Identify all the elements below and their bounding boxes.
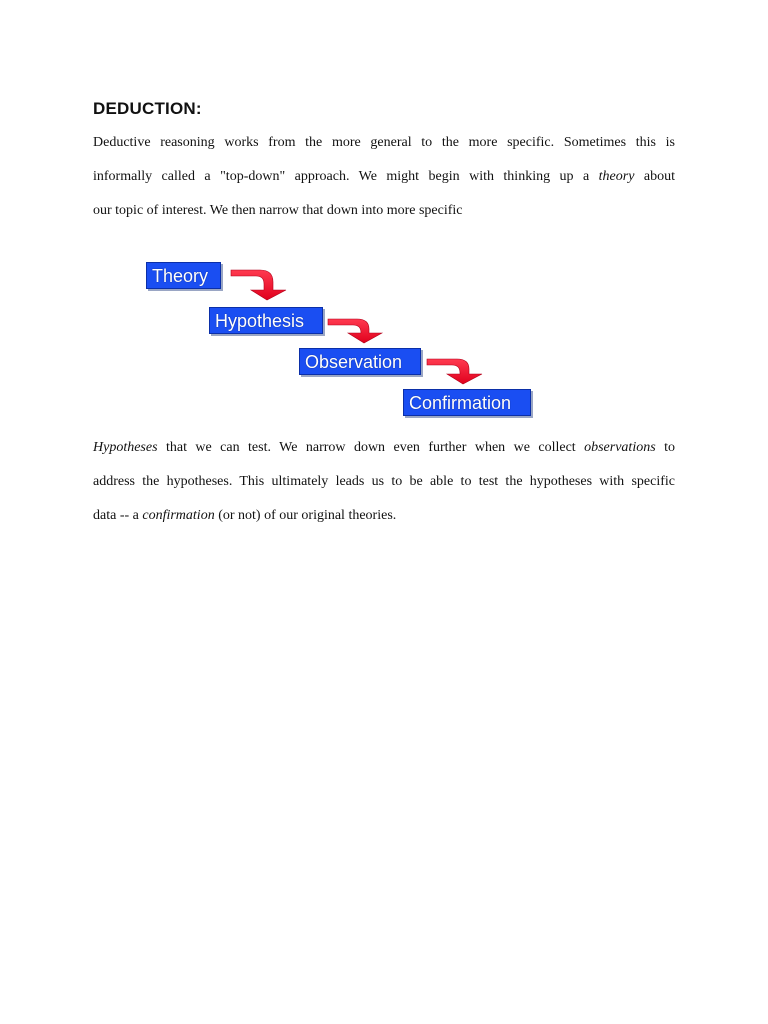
term-theory: theory [598,169,635,184]
conclusion-line-2: address the hypotheses. This ultimately leads us to be able to test the hypotheses with specific [93,474,675,489]
conclusion-paragraph [93,431,675,533]
intro-line-2-text-a: informally called a "top-down" approach. We might begin with thinking up a [93,169,599,184]
conclusion-line-1 [93,431,675,465]
conclusion-line-3-text-a: data -- a [93,508,143,523]
intro-paragraph [93,126,675,228]
arrow-observation-to-confirmation [427,359,482,384]
box-theory: Theory [146,262,221,289]
box-observation: Observation [299,348,421,375]
conclusion-line-3-text-b: (or not) of our original theories. [214,508,397,523]
arrow-theory-to-hypothesis [231,270,286,300]
arrow-hypothesis-to-observation [328,319,382,343]
intro-line-1: Deductive reasoning works from the more general to the more specific. Sometimes this is [93,135,675,150]
conclusion-line-3 [93,499,675,533]
box-confirmation: Confirmation [403,389,531,416]
section-heading: DEDUCTION: [93,99,202,118]
term-observations: observations [584,440,656,455]
box-hypothesis: Hypothesis [209,307,323,334]
conclusion-line-1-text-a: that we can test. We narrow down even further when we collect [157,440,585,455]
intro-line-2 [93,160,675,194]
term-confirmation: confirmation [142,508,215,523]
term-hypotheses: Hypotheses [93,440,158,455]
intro-line-3: our topic of interest. We then narrow that down into more specific [93,203,463,218]
intro-line-2-text-b: about [634,169,675,184]
conclusion-line-1-text-b: to [655,440,675,455]
